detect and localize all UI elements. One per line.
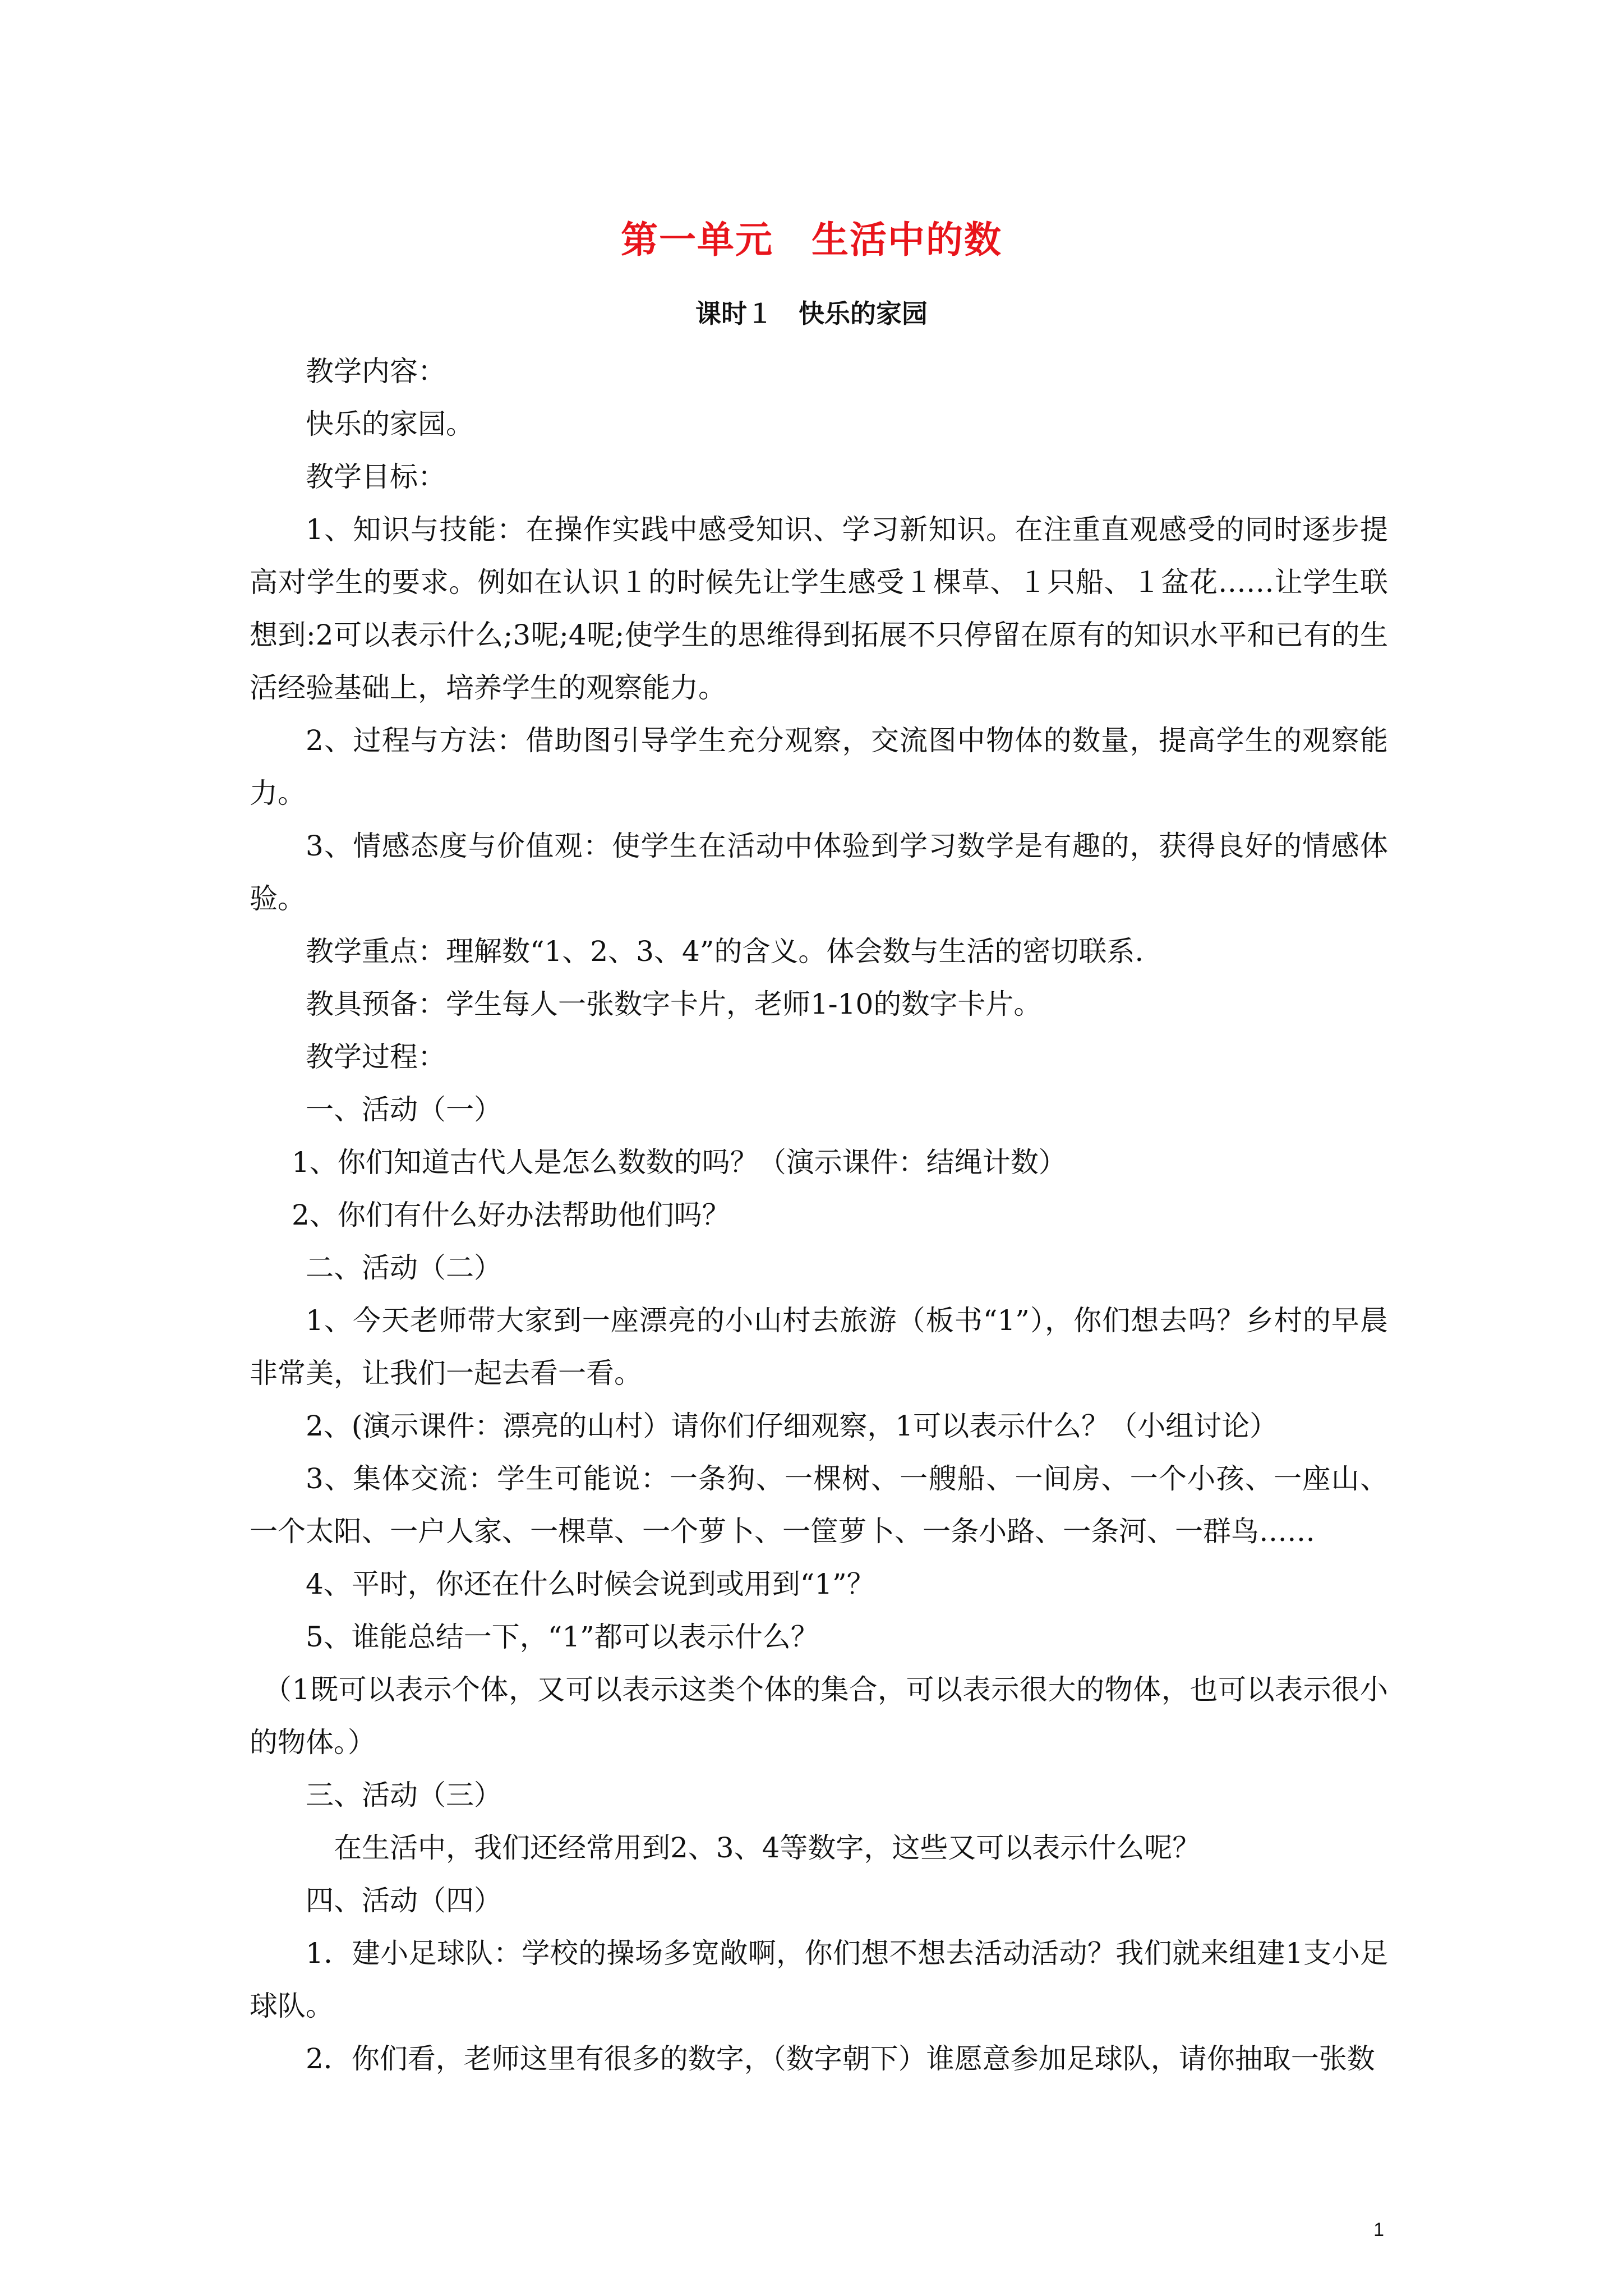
lesson-subtitle: 课时１ 快乐的家园: [695, 298, 928, 329]
paragraph-activity-2-heading: 二、活动（二）: [306, 1251, 502, 1284]
paragraph-teaching-goals-heading: 教学目标：: [306, 461, 446, 493]
paragraph-teaching-process-heading: 教学过程：: [306, 1041, 446, 1073]
paragraph-activity-2-item-1: 1、今天老师带大家到一座漂亮的小山村去旅游（板书“1”），你们想去吗？乡村的早晨非常美，让我们一起去看一看。: [250, 1304, 1388, 1389]
document-body: [250, 345, 1388, 2085]
paragraph-activity-1-item-1: 1、你们知道古代人是怎么数数的吗？（演示课件：结绳计数）: [292, 1146, 1067, 1179]
paragraph-teaching-content: 快乐的家园。: [306, 408, 474, 440]
paragraph-teaching-content-heading: 教学内容：: [306, 355, 446, 388]
unit-title: 第一单元 生活中的数: [621, 218, 1002, 261]
paragraph-teaching-aids: 教具预备：学生每人一张数字卡片，老师1-10的数字卡片。: [306, 988, 1042, 1020]
page-number: 1: [1373, 2219, 1384, 2240]
paragraph-activity-2-item-2: 2、(演示课件：漂亮的山村）请你们仔细观察，1可以表示什么？（小组讨论）: [306, 1410, 1278, 1442]
paragraph-activity-4-item-1: 1．建小足球队：学校的操场多宽敞啊，你们想不想去活动活动？我们就来组建1支小足球队。: [250, 1937, 1388, 2022]
paragraph-activity-2-item-3: 3、集体交流：学生可能说：一条狗、一棵树、一艘船、一间房、一个小孩、一座山、一个太阳、一户人家、一棵草、一个萝卜、一筐萝卜、一条小路、一条河、一群鸟……: [250, 1462, 1388, 1548]
paragraph-activity-2-item-5: 5、谁能总结一下，“1”都可以表示什么？: [306, 1621, 819, 1653]
paragraph-activity-1-heading: 一、活动（一）: [306, 1093, 502, 1126]
paragraph-goal-knowledge: 1、知识与技能：在操作实践中感受知识、学习新知识。在注重直观感受的同时逐步提高对学生的要求。例如在认识１的时候先让学生感受１棵草、１只船、１盆花……让学生联想到:2可以表示什么;3呢;4呢;使学生的思维得到拓展不只停留在原有的知识水平和已有的生活经验基础上，培养学生的观察能力。: [250, 513, 1388, 704]
paragraph-goal-process: 2、过程与方法：借助图引导学生充分观察，交流图中物体的数量，提高学生的观察能力。: [250, 724, 1388, 809]
paragraph-activity-3-heading: 三、活动（三）: [306, 1779, 502, 1811]
paragraph-activity-2-note: （1既可以表示个体，又可以表示这类个体的集合，可以表示很大的物体，也可以表示很小的物体。）: [250, 1673, 1388, 1759]
paragraph-activity-3-question: 在生活中，我们还经常用到2、3、4等数字，这些又可以表示什么呢？: [334, 1832, 1201, 1864]
paragraph-goal-attitude: 3、情感态度与价值观：使学生在活动中体验到学习数学是有趣的，获得良好的情感体验。: [250, 830, 1388, 915]
paragraph-activity-1-item-2: 2、你们有什么好办法帮助他们吗？: [292, 1199, 730, 1231]
paragraph-activity-4-heading: 四、活动（四）: [306, 1884, 502, 1917]
paragraph-activity-4-item-2: 2．你们看，老师这里有很多的数字，（数字朝下）谁愿意参加足球队，请你抽取一张数: [306, 2042, 1375, 2075]
paragraph-key-points: 教学重点：理解数“1、2、3、4”的含义。体会数与生活的密切联系.: [306, 935, 1144, 968]
paragraph-activity-2-item-4: 4、平时，你还在什么时候会说到或用到“1”？: [306, 1568, 875, 1600]
